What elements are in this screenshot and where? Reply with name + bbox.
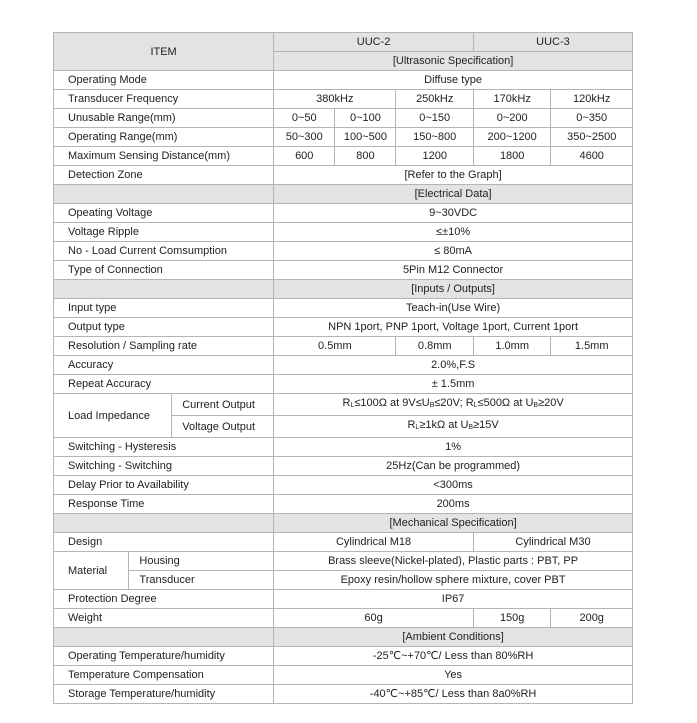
row-label: Switching - Hysteresis: [54, 438, 274, 457]
row-value: 250kHz: [396, 90, 473, 109]
spec-row: [54, 299, 633, 318]
row-value: 350~2500: [551, 128, 633, 147]
header-uuc2: UUC-2: [274, 33, 474, 52]
row-label: Output type: [54, 318, 274, 337]
row-label: Type of Connection: [54, 261, 274, 280]
material-label: Material: [54, 552, 129, 590]
row-label: Voltage Ripple: [54, 223, 274, 242]
spec-row: [54, 261, 633, 280]
spec-table: [53, 32, 633, 704]
spec-row: [54, 394, 633, 416]
spec-row: [54, 356, 633, 375]
section-row: [54, 185, 633, 204]
row-value: 1200: [396, 147, 473, 166]
row-label: Operating Range(mm): [54, 128, 274, 147]
header-uuc3: UUC-3: [473, 33, 632, 52]
row-value: 170kHz: [473, 90, 550, 109]
row-label: Weight: [54, 609, 274, 628]
section-ultrasonic: [Ultrasonic Specification]: [274, 52, 633, 71]
row-value: 0.5mm: [274, 337, 396, 356]
row-value: ± 1.5mm: [274, 375, 633, 394]
row-value: Diffuse type: [274, 71, 633, 90]
row-value: 1800: [473, 147, 550, 166]
row-label: No - Load Current Comsumption: [54, 242, 274, 261]
row-value: 1%: [274, 438, 633, 457]
row-value: 0~150: [396, 109, 473, 128]
row-value: 0~350: [551, 109, 633, 128]
row-label: Accuracy: [54, 356, 274, 375]
spec-row: [54, 647, 633, 666]
spec-row: [54, 147, 633, 166]
row-value: 0~50: [274, 109, 335, 128]
row-value: 200ms: [274, 495, 633, 514]
spec-row: [54, 571, 633, 590]
spec-row: [54, 609, 633, 628]
row-value: Teach-in(Use Wire): [274, 299, 633, 318]
row-label: Transducer Frequency: [54, 90, 274, 109]
housing-value: Brass sleeve(Nickel-plated), Plastic parts : PBT, PP: [274, 552, 633, 571]
spec-row: [54, 438, 633, 457]
row-label: Response Time: [54, 495, 274, 514]
row-label: Unusable Range(mm): [54, 109, 274, 128]
section-row: [54, 514, 633, 533]
spec-row: [54, 476, 633, 495]
spec-row: [54, 685, 633, 704]
row-value: 50~300: [274, 128, 335, 147]
section-ambient: [Ambient Conditions]: [274, 628, 633, 647]
row-label: Delay Prior to Availability: [54, 476, 274, 495]
spec-row: [54, 109, 633, 128]
row-value: 200~1200: [473, 128, 550, 147]
row-value: 120kHz: [551, 90, 633, 109]
row-label: Operating Temperature/humidity: [54, 647, 274, 666]
current-output-label: Current Output: [172, 394, 274, 416]
row-value: 0.8mm: [396, 337, 473, 356]
row-value: -40℃~+85℃/ Less than 8a0%RH: [274, 685, 633, 704]
section-spacer: [54, 185, 274, 204]
transducer-label: Transducer: [129, 571, 274, 590]
spec-row: [54, 223, 633, 242]
housing-label: Housing: [129, 552, 274, 571]
spec-row: [54, 552, 633, 571]
spec-row: [54, 457, 633, 476]
row-label: Resolution / Sampling rate: [54, 337, 274, 356]
row-value: 1.0mm: [473, 337, 550, 356]
spec-row: [54, 375, 633, 394]
row-label: Design: [54, 533, 274, 552]
row-label: Operating Mode: [54, 71, 274, 90]
row-label: Switching - Switching: [54, 457, 274, 476]
row-label: Storage Temperature/humidity: [54, 685, 274, 704]
spec-row: [54, 71, 633, 90]
row-value: 2.0%,F.S: [274, 356, 633, 375]
row-label: Protection Degree: [54, 590, 274, 609]
section-spacer: [54, 514, 274, 533]
spec-row: [54, 495, 633, 514]
row-value: 60g: [274, 609, 474, 628]
row-value: 200g: [551, 609, 633, 628]
row-value: Cylindrical M18: [274, 533, 474, 552]
row-value: 380kHz: [274, 90, 396, 109]
row-value: 9~30VDC: [274, 204, 633, 223]
row-label: Opeating Voltage: [54, 204, 274, 223]
row-value: 800: [335, 147, 396, 166]
voltage-output-label: Voltage Output: [172, 416, 274, 438]
row-value: Cylindrical M30: [473, 533, 632, 552]
header-row: [54, 33, 633, 52]
row-label: Input type: [54, 299, 274, 318]
row-value: 150~800: [396, 128, 473, 147]
row-value: [Refer to the Graph]: [274, 166, 633, 185]
row-label: Detection Zone: [54, 166, 274, 185]
spec-row: [54, 318, 633, 337]
transducer-value: Epoxy resin/hollow sphere mixture, cover PBT: [274, 571, 633, 590]
spec-row: [54, 204, 633, 223]
row-value: 1.5mm: [551, 337, 633, 356]
voltage-output-value: $R_L\ge 1k\Omega$ at $U_B\ge 15V$: [274, 416, 633, 438]
row-value: 100~500: [335, 128, 396, 147]
section-row: [54, 628, 633, 647]
row-label: Temperature Compensation: [54, 666, 274, 685]
spec-row: [54, 242, 633, 261]
row-label: Repeat Accuracy: [54, 375, 274, 394]
row-value: 0~200: [473, 109, 550, 128]
header-item: ITEM: [54, 33, 274, 71]
row-value: 150g: [473, 609, 550, 628]
row-value: 4600: [551, 147, 633, 166]
spec-row: [54, 337, 633, 356]
row-value: ≤±10%: [274, 223, 633, 242]
load-impedance-label: Load Impedance: [54, 394, 172, 438]
row-value: 25Hz(Can be programmed): [274, 457, 633, 476]
section-mechanical: [Mechanical Specification]: [274, 514, 633, 533]
row-value: 0~100: [335, 109, 396, 128]
row-label: Maximum Sensing Distance(mm): [54, 147, 274, 166]
spec-row: [54, 666, 633, 685]
current-output-value: $R_L\le 100\Omega$ at $9V\le U_B\le 20V$; $R_L\le 500\Omega$ at $U_B\ge 20V$: [274, 394, 633, 416]
spec-row: [54, 90, 633, 109]
spec-row: [54, 128, 633, 147]
row-value: -25℃~+70℃/ Less than 80%RH: [274, 647, 633, 666]
row-value: Yes: [274, 666, 633, 685]
spec-row: [54, 590, 633, 609]
row-value: IP67: [274, 590, 633, 609]
row-value: <300ms: [274, 476, 633, 495]
row-value: ≤ 80mA: [274, 242, 633, 261]
row-value: 600: [274, 147, 335, 166]
section-io: [Inputs / Outputs]: [274, 280, 633, 299]
spec-row: [54, 166, 633, 185]
section-electrical: [Electrical Data]: [274, 185, 633, 204]
spec-row: [54, 533, 633, 552]
row-value: NPN 1port, PNP 1port, Voltage 1port, Current 1port: [274, 318, 633, 337]
section-spacer: [54, 628, 274, 647]
row-value: 5Pin M12 Connector: [274, 261, 633, 280]
section-spacer: [54, 280, 274, 299]
section-row: [54, 280, 633, 299]
